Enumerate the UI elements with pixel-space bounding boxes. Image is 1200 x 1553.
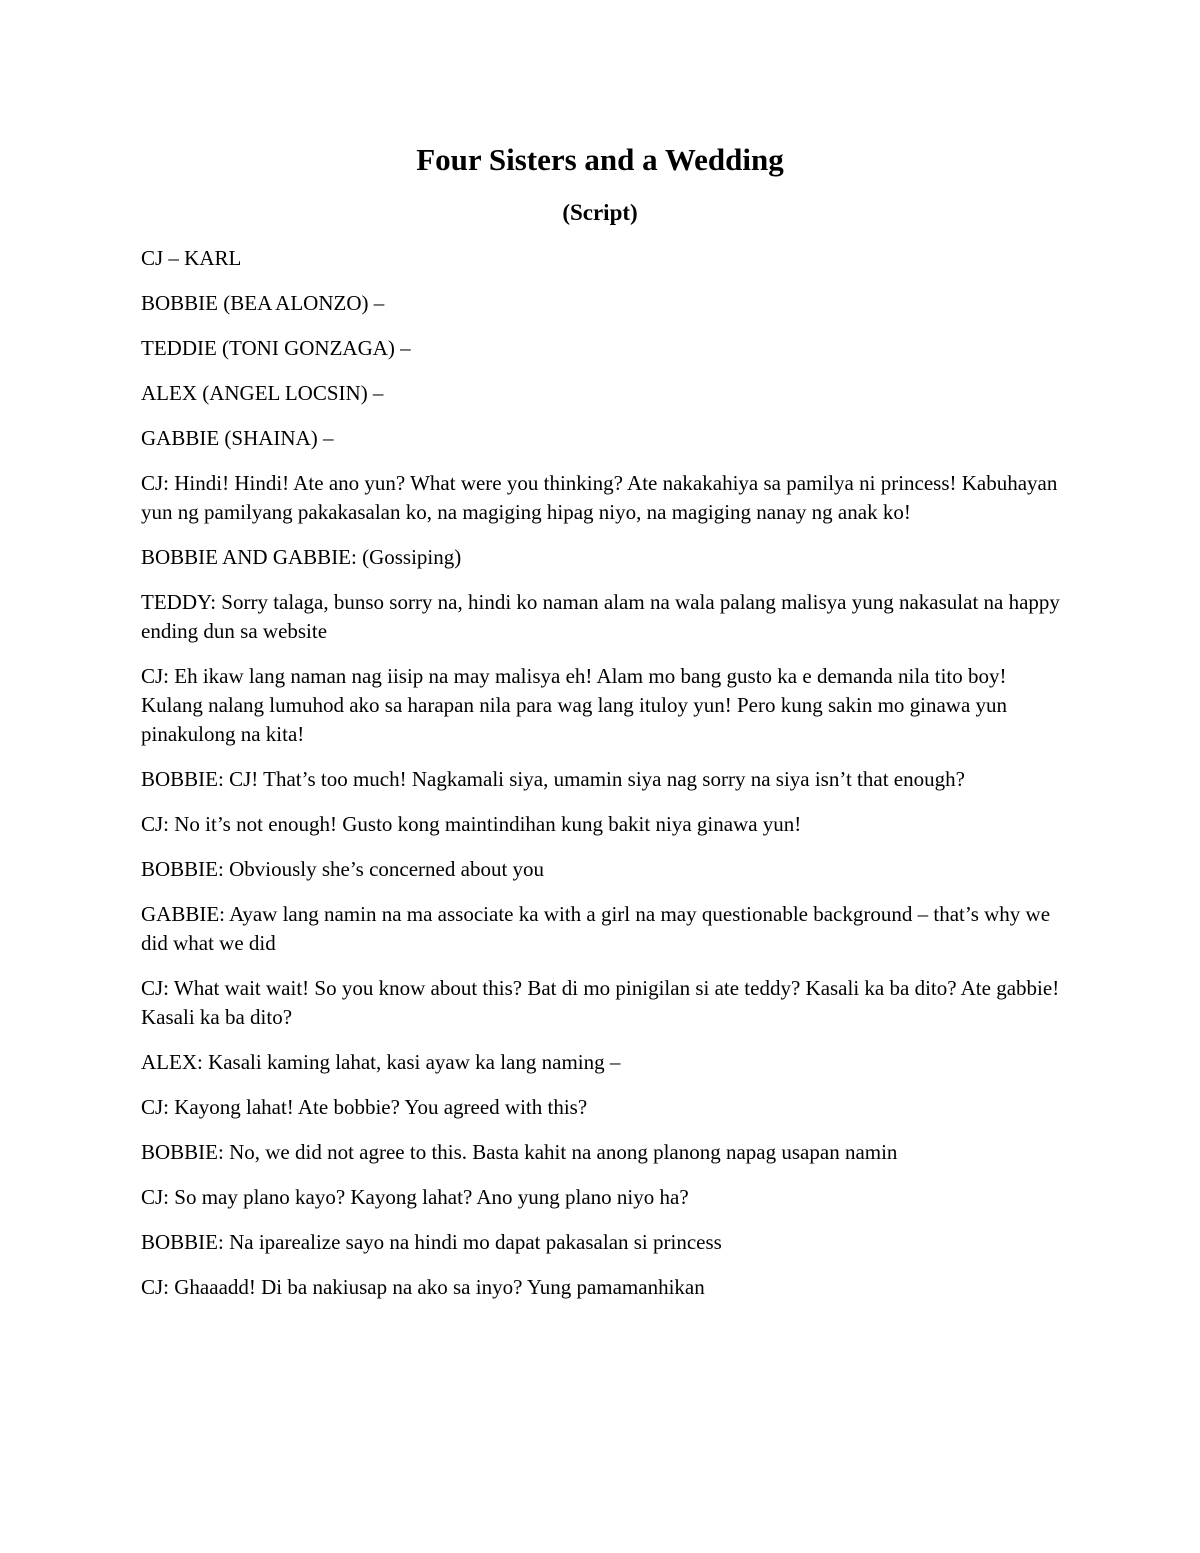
cast-entry-bobbie: BOBBIE (BEA ALONZO) – xyxy=(141,291,385,315)
script-line: CJ: Hindi! Hindi! Ate ano yun? What were you thinking? Ate nakakahiya sa pamilya ni princess! Kabuhayan yun ng pamilyang pakakasalan ko, na magiging hipag niyo, na magiging nanay ng anak ko! xyxy=(141,471,1058,524)
script-line: TEDDY: Sorry talaga, bunso sorry na, hindi ko naman alam na wala palang malisya yung nakasulat na happy ending dun sa website xyxy=(141,590,1060,643)
document-subtitle: (Script) xyxy=(562,200,638,225)
script-line: BOBBIE AND GABBIE: (Gossiping) xyxy=(141,545,462,569)
script-body xyxy=(141,244,1071,1318)
cast-entry-gabbie: GABBIE (SHAINA) – xyxy=(141,426,334,450)
script-line: CJ: Ghaaadd! Di ba nakiusap na ako sa inyo? Yung pamamanhikan xyxy=(141,1275,705,1299)
script-line: CJ: So may plano kayo? Kayong lahat? Ano yung plano niyo ha? xyxy=(141,1185,689,1209)
cast-entry-teddie: TEDDIE (TONI GONZAGA) – xyxy=(141,336,411,360)
script-line: CJ: No it’s not enough! Gusto kong maintindihan kung bakit niya ginawa yun! xyxy=(141,812,802,836)
cast-entry-alex: ALEX (ANGEL LOCSIN) – xyxy=(141,381,384,405)
script-line: CJ: What wait wait! So you know about this? Bat di mo pinigilan si ate teddy? Kasali ka ba dito? Ate gabbie! Kasali ka ba dito? xyxy=(141,976,1060,1029)
script-line: BOBBIE: CJ! That’s too much! Nagkamali siya, umamin siya nag sorry na siya isn’t that enough? xyxy=(141,767,965,791)
script-line: BOBBIE: Na iparealize sayo na hindi mo dapat pakasalan si princess xyxy=(141,1230,722,1254)
script-line: BOBBIE: Obviously she’s concerned about you xyxy=(141,857,545,881)
cast-entry-cj: CJ – KARL xyxy=(141,246,242,270)
script-line: GABBIE: Ayaw lang namin na ma associate ka with a girl na may questionable background – that’s why we did what we did xyxy=(141,902,1051,955)
script-line: CJ: Kayong lahat! Ate bobbie? You agreed with this? xyxy=(141,1095,588,1119)
script-line: CJ: Eh ikaw lang naman nag iisip na may malisya eh! Alam mo bang gusto ka e demanda nila tito boy! Kulang nalang lumuhod ako sa harapan nila para wag lang ituloy yun! Pero kung sakin mo ginawa yun pinakulong na kita! xyxy=(141,664,1008,746)
document-title: Four Sisters and a Wedding xyxy=(416,142,784,177)
script-line: ALEX: Kasali kaming lahat, kasi ayaw ka lang naming – xyxy=(141,1050,621,1074)
script-line: BOBBIE: No, we did not agree to this. Basta kahit na anong planong napag usapan namin xyxy=(141,1140,898,1164)
